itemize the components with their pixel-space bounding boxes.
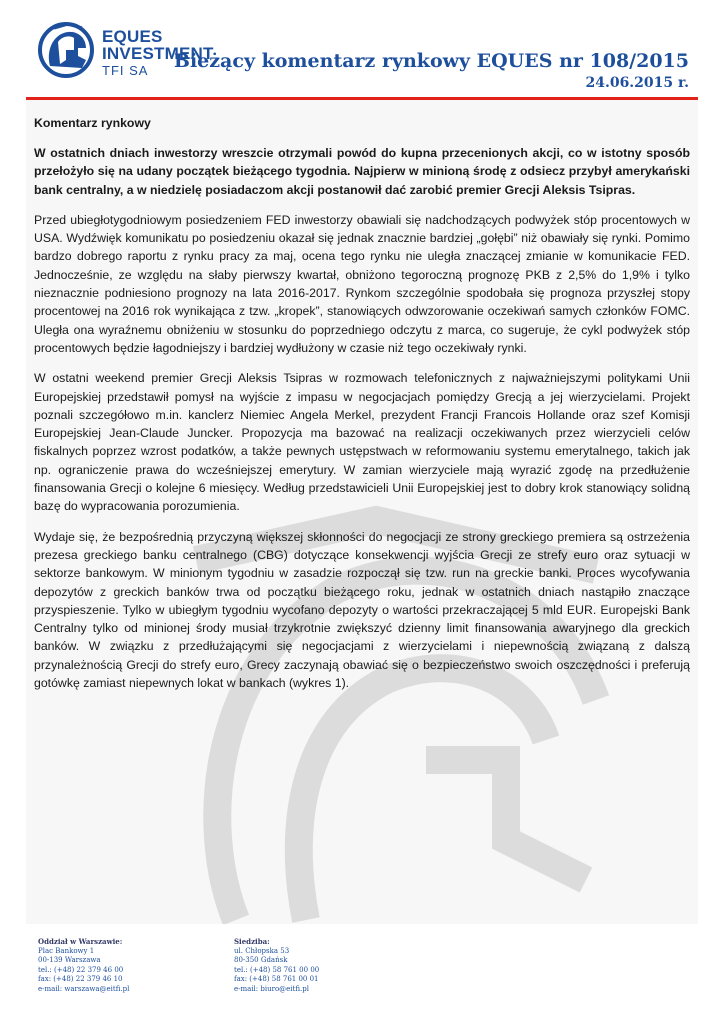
footer-hq-email: e-mail: biuro@eitfi.pl — [234, 984, 309, 993]
footer-warsaw-fax: fax: (+48) 22 379 46 10 — [38, 975, 123, 984]
footer-headquarters — [234, 937, 319, 995]
logo-line-2: INVESTMENT — [102, 44, 214, 63]
footer-hq-phone: tel.: (+48) 58 761 00 00 — [234, 965, 320, 974]
footer-warsaw-heading: Oddział w Warszawie: — [38, 937, 123, 946]
logo-helmet-icon — [36, 20, 100, 80]
footer-hq-line: ul. Chłopska 53 — [234, 946, 290, 955]
footer-warsaw-line: 00-139 Warszawa — [38, 956, 101, 965]
paragraph-greek-banks: Wydaje się, że bezpośrednią przyczyną większej skłonności do negocjacji ze strony greckiego premiera są ostrzeżenia prezesa greckiego banku centralnego (CBG) dotyczące konsekwencji wyjścia Grecji ze strefy euro oraz sytuacji w sektorze bankowym. W minionym tygodniu w zasadzie rozpoczął się tzw. run na greckie banki. Proces wycofywania depozytów z greckich banków trwa od początku bieżącego roku, jednak w ostatnich dniach nastąpiło znaczące przyspieszenie. Tylko w ubiegłym tygodniu wycofano depozyty o wartości przekraczającej 5 mld EUR. Europejski Bank Centralny tylko od minionej środy musiał trzykrotnie zwiększyć dzienny limit finansowania awaryjnego dla greckich banków. W związku z przedłużającymi się negocjacjami z wierzycielami i niepewnością związaną z dalszą przynależnością Grecji do strefy euro, Grecy zaczynają obawiać się o bezpieczeństwo swoich oszczędności i preferują gotówkę zamiast niepewnych lokat w bankach (wykres 1). — [34, 529, 690, 691]
footer-warsaw-phone: tel.: (+48) 22 379 46 00 — [38, 965, 124, 974]
footer-warsaw-line: Plac Bankowy 1 — [38, 946, 95, 955]
lead-paragraph: W ostatnich dniach inwestorzy wreszcie otrzymali powód do kupna przecenionych akcji, co w istotny sposób przełożyło się na udany początek bieżącego tygodnia. Najpierw w minioną środę z odsiecz przybył amerykański bank centralny, a w niedzielę posiadaczom akcji postanowił dać zarobić premier Grecji Aleksis Tsipras. — [34, 146, 690, 197]
article — [34, 114, 690, 704]
page-footer — [0, 924, 725, 1024]
page-header — [0, 0, 725, 108]
document-title: Bieżący komentarz rynkowy EQUES nr 108/2015 — [173, 50, 689, 72]
document-body — [26, 100, 698, 924]
paragraph-tsipras: W ostatni weekend premier Grecji Aleksis Tsipras w rozmowach telefonicznych z najważniejszymi politykami Unii Europejskiej przedstawił pomysł na wyjście z impasu w negocjacjach pomiędzy Grecją a jej wierzycielami. Projekt poznali szczegółowo m.in. kanclerz Niemiec Angela Merkel, prezydent Francji Francois Hollande oraz szef Komisji Europejskiej Jean-Claude Juncker. Propozycja ma bazować na realizacji oczekiwanych przez wierzycieli celów fiskalnych poprzez wzrost podatków, a także pewnych ustępstwach w reformowaniu systemu emerytalnego, takich jak np. ograniczenie prawa do wcześniejszej emerytury. W zamian wierzyciele mają wyrazić zgodę na przedłużenie finansowania Grecji o kolejne 6 miesięcy. Według przedstawicieli Unii Europejskiej jest to dobry krok stanowiący solidną bazę do wypracowania porozumienia. — [34, 371, 690, 514]
logo-line-1: EQUES — [102, 27, 163, 46]
footer-warsaw-office — [38, 937, 129, 995]
document-date: 24.06.2015 r. — [585, 75, 689, 91]
footer-hq-heading: Siedziba: — [234, 937, 270, 946]
footer-hq-line: 80-350 Gdańsk — [234, 956, 288, 965]
paragraph-fed: Przed ubiegłotygodniowym posiedzeniem FED inwestorzy obawiali się nadchodzących podwyżek stóp procentowych w USA. Wydźwięk komunikatu po posiedzeniu okazał się jednak znacznie bardziej „gołębi” niż obawiały się rynki. Pomimo bardzo dobrego raportu z rynku pracy za maj, ocena tego rynku nie uległa znaczącej zmianie w komunikacie FED. Jednocześnie, ze względu na słaby pierwszy kwartał, obniżono tegoroczną prognozę PKB z 2,5% do 1,9% i tylko nieznacznie podniesiono prognozy na lata 2016-2017. Rynkom szczególnie spodobała się prognoza przyszłej stopy procentowej na 2016 rok wynikająca z tzw. „kropek”, stanowiących odwzorowanie oczekiwań samych członków FOMC. Uległa ona wyraźnemu obniżeniu w stosunku do poprzedniego odczytu z marca, co sugeruje, że cykl podwyżek stóp procentowych będzie łagodniejszy i bardziej wydłużony w czasie niż tego oczekiwały rynki. — [34, 212, 690, 355]
section-title: Komentarz rynkowy — [34, 116, 151, 130]
logo-line-3: TFI SA — [102, 63, 149, 78]
footer-hq-fax: fax: (+48) 58 761 00 01 — [234, 975, 319, 984]
footer-warsaw-email: e-mail: warszawa@eitfi.pl — [38, 984, 130, 993]
